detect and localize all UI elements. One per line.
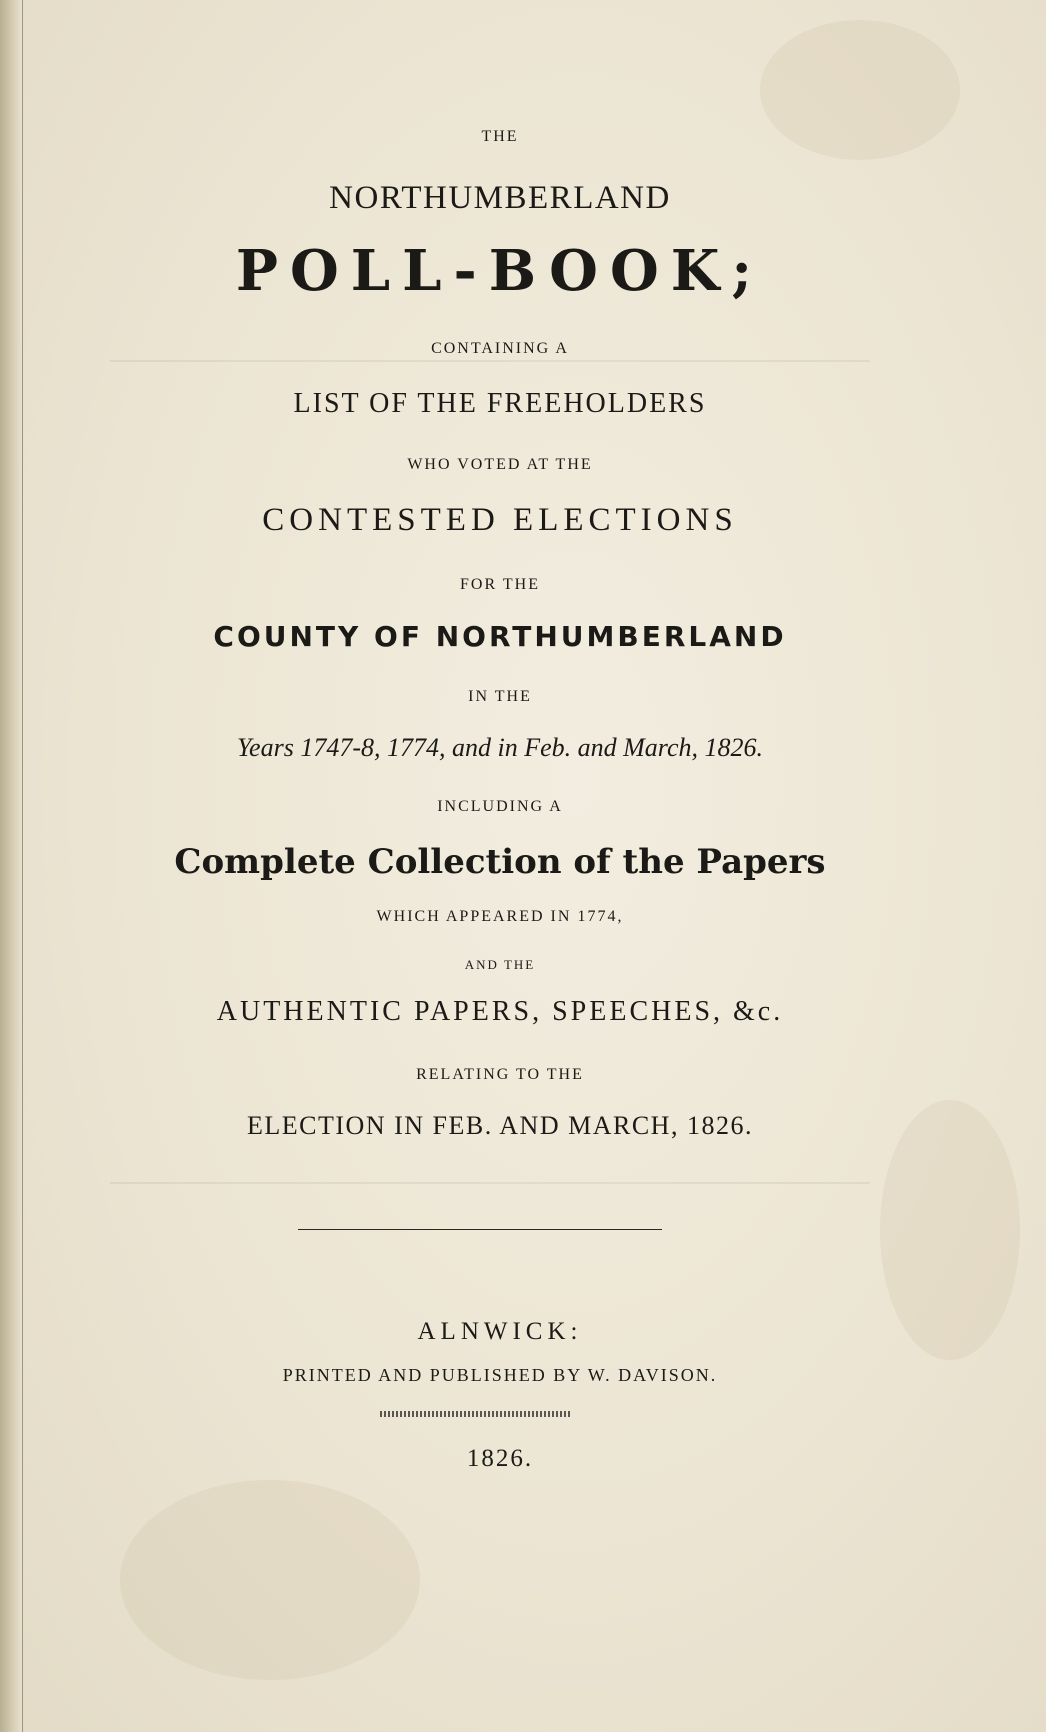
title-line-relating: RELATING TO THE — [416, 1066, 584, 1083]
title-line-voted: WHO VOTED AT THE — [407, 456, 593, 473]
title-line-list: LIST OF THE FREEHOLDERS — [293, 388, 707, 419]
title-line-which-appeared: WHICH APPEARED IN 1774, — [376, 908, 624, 925]
title-line-northumberland: NORTHUMBERLAND — [329, 180, 671, 216]
title-line-the: THE — [481, 128, 519, 145]
imprint-printer: PRINTED AND PUBLISHED BY W. DAVISON. — [282, 1365, 718, 1385]
ornamental-wavy-rule — [380, 1411, 572, 1417]
imprint-year: 1826. — [466, 1445, 534, 1472]
title-line-complete-collection: Complete Collection of the Papers — [174, 842, 826, 882]
main-title-poll-book: POLL-BOOK; — [235, 238, 765, 304]
title-line-in-the: IN THE — [468, 688, 532, 705]
imprint-place: ALNWICK: — [417, 1318, 583, 1345]
title-line-and-the: AND THE — [464, 957, 536, 972]
divider-rule — [298, 1229, 662, 1230]
title-line-election: ELECTION IN FEB. AND MARCH, 1826. — [247, 1111, 753, 1140]
title-line-authentic-papers: AUTHENTIC PAPERS, SPEECHES, &c. — [216, 996, 784, 1027]
title-line-contested: CONTESTED ELECTIONS — [262, 502, 738, 538]
title-line-county: COUNTY OF NORTHUMBERLAND — [213, 620, 787, 653]
title-line-containing: CONTAINING A — [431, 340, 569, 357]
title-line-including: INCLUDING A — [437, 798, 563, 815]
title-line-for-the: FOR THE — [460, 576, 540, 593]
title-line-years: Years 1747-8, 1774, and in Feb. and March, 1826. — [236, 733, 763, 762]
